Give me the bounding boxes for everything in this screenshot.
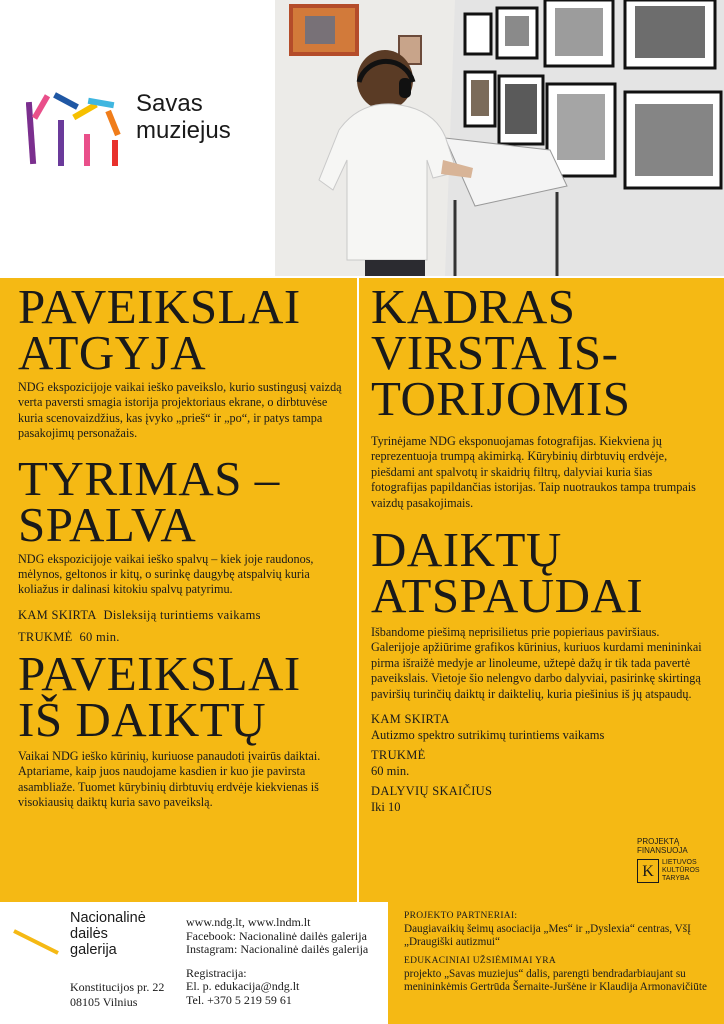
title-line: TYRIMAS –: [18, 450, 280, 506]
address-line: Konstitucijos pr. 22: [70, 980, 165, 994]
section-title-tyrimas-spalva: [18, 450, 348, 552]
audience-label: KAM SKIRTA: [18, 607, 97, 622]
contacts: [186, 916, 386, 1008]
left-column: [18, 279, 348, 819]
title-line: VIRSTA IS-: [371, 325, 619, 380]
lkt-logo: [637, 859, 717, 883]
funding-label-line1: PROJEKTĄ: [637, 837, 680, 846]
participants-value: Iki 10: [371, 800, 401, 815]
title-line: ATGYJA: [18, 325, 207, 380]
right-meta: [371, 711, 711, 815]
participants-label: DALYVIŲ SKAIČIUS: [371, 784, 493, 799]
section-body: NDG ekspozicijoje vaikai ieško spalvų – kiek joje raudonos, mėlynos, geltonos ir kitų, o surinkę daugybę atspalvių kuria koliažus ir dalinasi kitokiu spalvų patyrimu.: [18, 551, 314, 597]
web-link[interactable]: www.ndg.lt, www.lndm.lt: [186, 915, 311, 929]
audience-value: Disleksiją turintiems vaikams: [103, 607, 261, 622]
partners-value: Daugiavaikių šeimų asociacija „Mes“ ir „Dyslexia“ centras, VšĮ „Draugiški autizmui“: [404, 922, 691, 948]
ndg-logo-icon: [12, 927, 62, 957]
lkt-logo-icon: K: [637, 859, 659, 883]
section-body: Tyrinėjame NDG eksponuojamas fotografijas. Kiekviena jų reprezentuoja trumpą akimirką. Kūrybinių dirbtuvių erdvėje, piešdami ant spalvotų ir skaidrių filtrų, dalyviai kuria šias fotografijas papildančias istorijas. Taip nuotraukos tampa trumpais vaizdų pasakojimais.: [371, 434, 696, 510]
facebook-link[interactable]: Facebook: Nacionalinė dailės galerija: [186, 928, 367, 943]
section-title-daiktu-atspaudai: [371, 522, 711, 624]
column-divider: [357, 278, 359, 902]
instagram-link[interactable]: Instagram: Nacionalinė dailės galerija: [186, 942, 369, 957]
section-title-kadras-virsta-istorijomis: [371, 279, 711, 426]
funding-block: [637, 837, 717, 883]
lkt-logo-text: [662, 859, 700, 883]
title-line: PAVEIKSLAI: [18, 279, 301, 334]
programs-label: EDUKACINIAI UŽSIĖMIMAI YRA: [404, 956, 557, 967]
title-line: TORIJOMIS: [371, 371, 631, 426]
email-link[interactable]: El. p. edukacija@ndg.lt: [186, 979, 300, 994]
ndg-name: [70, 910, 146, 958]
partners-text: [404, 910, 720, 1001]
title-line: IŠ DAIKTŲ: [18, 691, 267, 747]
duration-label: TRUKMĖ: [18, 629, 73, 644]
ndg-name-line: dailės: [70, 926, 108, 942]
audience-value: Autizmo spektro sutrikimų turintiems vaikams: [371, 728, 605, 743]
section-body: Išbandome piešimą neprisilietus prie popieriaus paviršiaus. Galerijoje apžiūrime grafikos kūrinius, kuriuos kurdami menininkai pirma išraižė medyje ar linoleume, užtepė dažų ir tik tada pavertė paveikslais. Vietoje šio nelengvo darbo dalyviai, pasirinkę skirtingą paviršių turinčių daiktų ir daiktelių, kuria piešinius iš jų atspaudų.: [371, 625, 702, 701]
title-line: DAIKTŲ: [371, 522, 562, 578]
logo-text-line2: muziejus: [136, 117, 231, 144]
logo-text-line1: Savas: [136, 90, 203, 117]
duration-value: 60 min.: [371, 764, 410, 779]
title-line: KADRAS: [371, 279, 576, 334]
header-area: [0, 0, 724, 278]
address: [70, 980, 164, 1010]
section-title-paveikslai-is-daiktu: [18, 645, 348, 747]
logo-text: [136, 90, 231, 144]
section-body: Vaikai NDG ieško kūrinių, kuriuose panaudoti įvairūs daiktai. Aptariame, kaip juos naudojame kasdien ir kuo jie pavirsta asambliaže. Tuomet kūrybinių dirbtuvių erdvėje kiekvienas iš visokiausių daiktų kuria savo paveikslą.: [18, 748, 321, 810]
audience-label: KAM SKIRTA: [371, 712, 450, 727]
lkt-line: TARYBA: [662, 875, 690, 882]
phone-link[interactable]: Tel. +370 5 219 59 61: [186, 992, 292, 1007]
duration-label: TRUKMĖ: [371, 748, 426, 763]
partners-panel: [388, 902, 724, 1024]
section-body: NDG ekspozicijoje vaikai ieško paveikslo, kurio sustingusį vaizdą verta paversti smagia istorija projektoriaus ekrane, o dirbtuvėse kuria scenovaizdžius, kas įvyko „prieš“ ir „po“, ir patys tampa pasakojimų personažais.: [18, 380, 342, 441]
registration-label: Registracija:: [186, 965, 247, 980]
funding-label-line2: FINANSUOJA: [637, 846, 688, 855]
lkt-line: KULTŪROS: [662, 867, 700, 874]
right-column: [371, 279, 711, 819]
duration-value: 60 min.: [79, 629, 120, 644]
audience-meta: [18, 607, 348, 623]
programs-value: projekto „Savas muziejus“ dalis, parengti bendradarbiaujant su menininkėmis Gertrūda Šernaite-Juršėne ir Klaudija Armonavičiūte: [404, 968, 707, 993]
address-line: 08105 Vilnius: [70, 995, 138, 1009]
section-title-paveikslai-atgyja: [18, 279, 348, 380]
title-line: ATSPAUDAI: [371, 568, 644, 624]
gallery-photo: [275, 0, 724, 276]
ndg-name-line: Nacionalinė: [70, 910, 146, 926]
title-line: SPALVA: [18, 496, 197, 552]
lkt-line: LIETUVOS: [662, 859, 697, 866]
duration-meta: [18, 629, 348, 645]
ndg-name-line: galerija: [70, 942, 117, 958]
title-line: PAVEIKSLAI: [18, 645, 301, 701]
partners-label: PROJEKTO PARTNERIAI:: [404, 911, 518, 921]
